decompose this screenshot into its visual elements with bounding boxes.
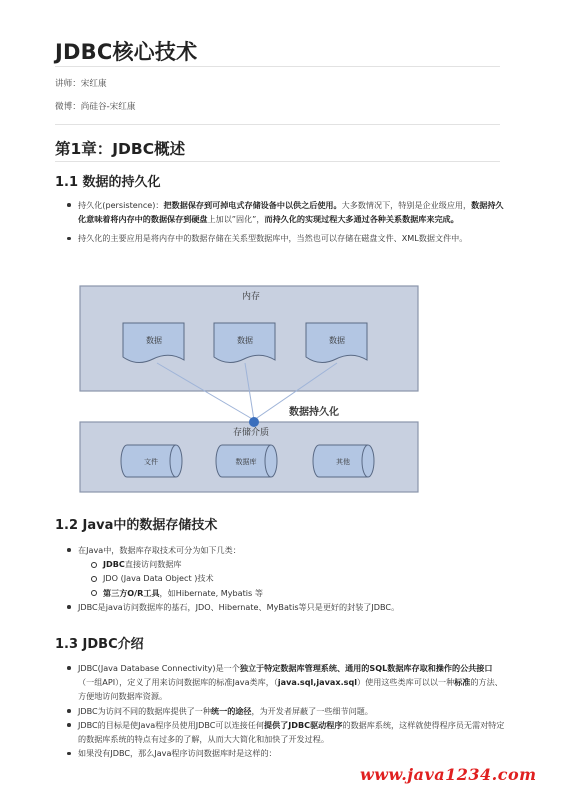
list-item: 如果没有JDBC，那么Java程序访问数据库时是这样的： xyxy=(65,746,505,760)
watermark-text: www.java1234.com xyxy=(360,765,537,784)
memory-label: 内存 xyxy=(241,292,261,302)
list-item: JDBC为访问不同的数据库提供了一种统一的途径，为开发者屏蔽了一些细节问题。 xyxy=(65,704,505,718)
lecturer-line: 讲师：宋红康 xyxy=(55,79,107,89)
section-1-3-list xyxy=(65,661,505,760)
cylinder-database-label: 数据库 xyxy=(235,458,257,466)
section-heading-1-3: 1.3 JDBC介绍 xyxy=(55,637,144,652)
chapter-heading: 第1章：JDBC概述 xyxy=(55,140,186,158)
section-1-2-list xyxy=(65,543,505,614)
list-item: 在Java中，数据库存取技术可分为如下几类： JDBC直接访问数据库 JDO (Java Data Object )技术 第三方O/R工具，如Hibernate, Mybatis 等 xyxy=(65,543,505,600)
sub-list-item: JDBC直接访问数据库 xyxy=(78,557,505,571)
title-divider xyxy=(55,66,500,67)
data-label-3: 数据 xyxy=(329,336,345,345)
list-item: JDBC(Java Database Connectivity)是一个独立于特定数据库管理系统、通用的SQL数据库存取和操作的公共接口（一组API），定义了用来访问数据库的标准Java类库，（java.sql,javax.sql）使用这些类库可以以一种标准的方法、方便地访问数据库资源。 xyxy=(65,661,505,704)
sub-list-item: JDO (Java Data Object )技术 xyxy=(78,571,505,585)
section-heading-1-2: 1.2 Java中的数据存储技术 xyxy=(55,518,218,533)
data-label-2: 数据 xyxy=(237,336,253,345)
section-heading-1-1: 1.1 数据的持久化 xyxy=(55,175,161,190)
list-item: 持久化的主要应用是将内存中的数据存储在关系型数据库中，当然也可以存储在磁盘文件、XML数据文件中。 xyxy=(65,231,505,245)
persistence-label: 数据持久化 xyxy=(289,407,339,418)
meta-divider xyxy=(55,124,500,125)
list-item: JDBC的目标是使Java程序员使用JDBC可以连接任何提供了JDBC驱动程序的数据库系统，这样就使得程序员无需对特定的数据库系统的特点有过多的了解，从而大大简化和加快了开发过程。 xyxy=(65,718,505,746)
weibo-line: 微博：尚硅谷-宋红康 xyxy=(55,102,136,112)
list-item: JDBC是java访问数据库的基石，JDO、Hibernate、MyBatis等只是更好的封装了JDBC。 xyxy=(65,600,505,614)
cylinder-file-label: 文件 xyxy=(144,458,158,466)
chapter-divider xyxy=(55,161,500,162)
sub-list-item: 第三方O/R工具，如Hibernate, Mybatis 等 xyxy=(78,586,505,600)
data-label-1: 数据 xyxy=(146,336,162,345)
storage-label: 存储介质 xyxy=(232,428,270,438)
connector-dot xyxy=(249,417,259,427)
cylinder-other-label: 其他 xyxy=(336,458,350,466)
list-item: 持久化(persistence)：把数据保存到可掉电式存储设备中以供之后使用。大多数情况下，特别是企业级应用，数据持久化意味着将内存中的数据保存到硬盘上加以”固化”，而持久化的实现过程大多通过各种关系数据库来完成。 xyxy=(65,198,505,226)
document-title: JDBC核心技术 xyxy=(55,40,198,64)
persistence-diagram xyxy=(79,285,419,493)
sub-list xyxy=(78,557,505,600)
section-1-1-list xyxy=(65,198,505,246)
